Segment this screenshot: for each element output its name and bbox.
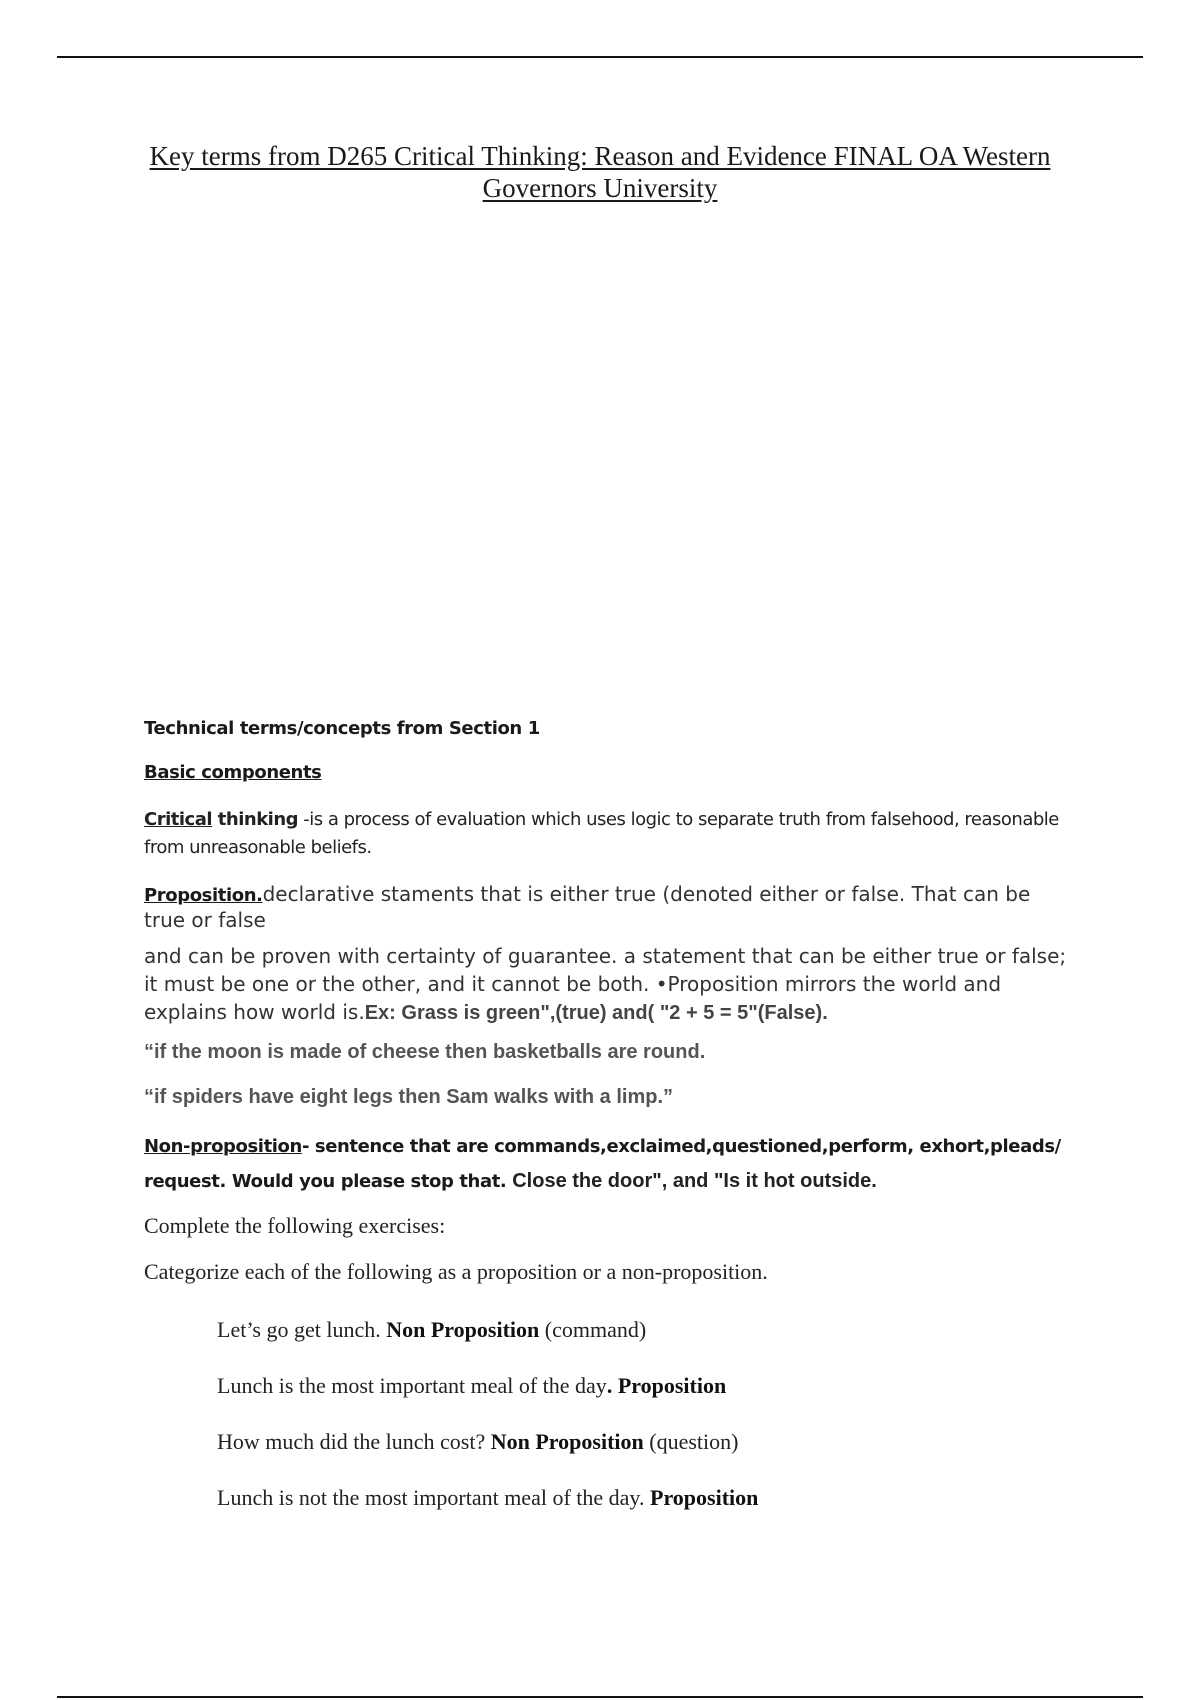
non-proposition-text: - sentence that are commands,exclaimed,questioned,perform, exhort,pleads/ request. Would you please stop that. <box>144 1136 1061 1192</box>
proposition-text: declarative staments that is either true (denoted either or false. That can be true or false <box>144 882 1031 932</box>
critical-thinking-text: -is a process of evaluation which uses logic to separate truth from falsehood, reasonable from unreasonable beliefs. <box>144 809 1059 858</box>
exercise-list <box>217 1317 1077 1541</box>
proposition-definition <box>144 882 1074 932</box>
exercise-item <box>217 1373 1077 1429</box>
exercise-instruction: Categorize each of the following as a proposition or a non-proposition. <box>144 1259 768 1284</box>
critical-term: Critical <box>144 809 213 830</box>
critical-thinking-definition <box>144 806 1074 862</box>
exercise-answer: Proposition <box>650 1485 759 1510</box>
exercise-answer: Non Proposition <box>386 1317 540 1342</box>
exercise-answer: . Proposition <box>606 1373 727 1398</box>
non-proposition-example: Close the door", and "Is it hot outside. <box>512 1170 877 1192</box>
exercise-item <box>217 1485 1077 1541</box>
proposition-term: Proposition. <box>144 885 263 906</box>
exercise-note: (command) <box>539 1317 647 1342</box>
exercise-text: How much did the lunch cost? <box>217 1429 491 1454</box>
non-proposition-definition <box>144 1130 1074 1199</box>
bottom-rule <box>57 1696 1143 1698</box>
subheading-basic-components: Basic components <box>144 762 322 783</box>
document-title: Key terms from D265 Critical Thinking: Reason and Evidence FINAL OA Western Governors University <box>149 141 1051 203</box>
exercise-item <box>217 1317 1077 1373</box>
proposition-continuation-text: and can be proven with certainty of guarantee. a statement that can be either true or false; it must be one or the other, and it cannot be both. •Proposition mirrors the world and explains how world is. <box>144 944 1067 1024</box>
quote-moon: “if the moon is made of cheese then basketballs are round. <box>144 1041 706 1063</box>
exercise-text: Let’s go get lunch. <box>217 1317 387 1342</box>
exercise-answer: Non Proposition <box>490 1429 644 1454</box>
top-rule <box>57 56 1143 58</box>
exercise-item <box>217 1429 1077 1485</box>
thinking-term: thinking <box>212 809 299 830</box>
exercise-intro: Complete the following exercises: <box>144 1213 446 1238</box>
exercise-text: Lunch is not the most important meal of the day. <box>217 1485 650 1510</box>
exercise-note: (question) <box>643 1429 739 1454</box>
section-heading: Technical terms/concepts from Section 1 <box>144 718 540 739</box>
non-proposition-term: Non-proposition <box>144 1136 302 1157</box>
exercise-text: Lunch is the most important meal of the day <box>217 1373 607 1398</box>
proposition-continuation <box>144 942 1074 1027</box>
quote-spiders: “if spiders have eight legs then Sam walks with a limp.” <box>144 1086 674 1108</box>
proposition-example: Ex: Grass is green",(true) and( "2 + 5 = 5"(False). <box>364 1002 828 1024</box>
